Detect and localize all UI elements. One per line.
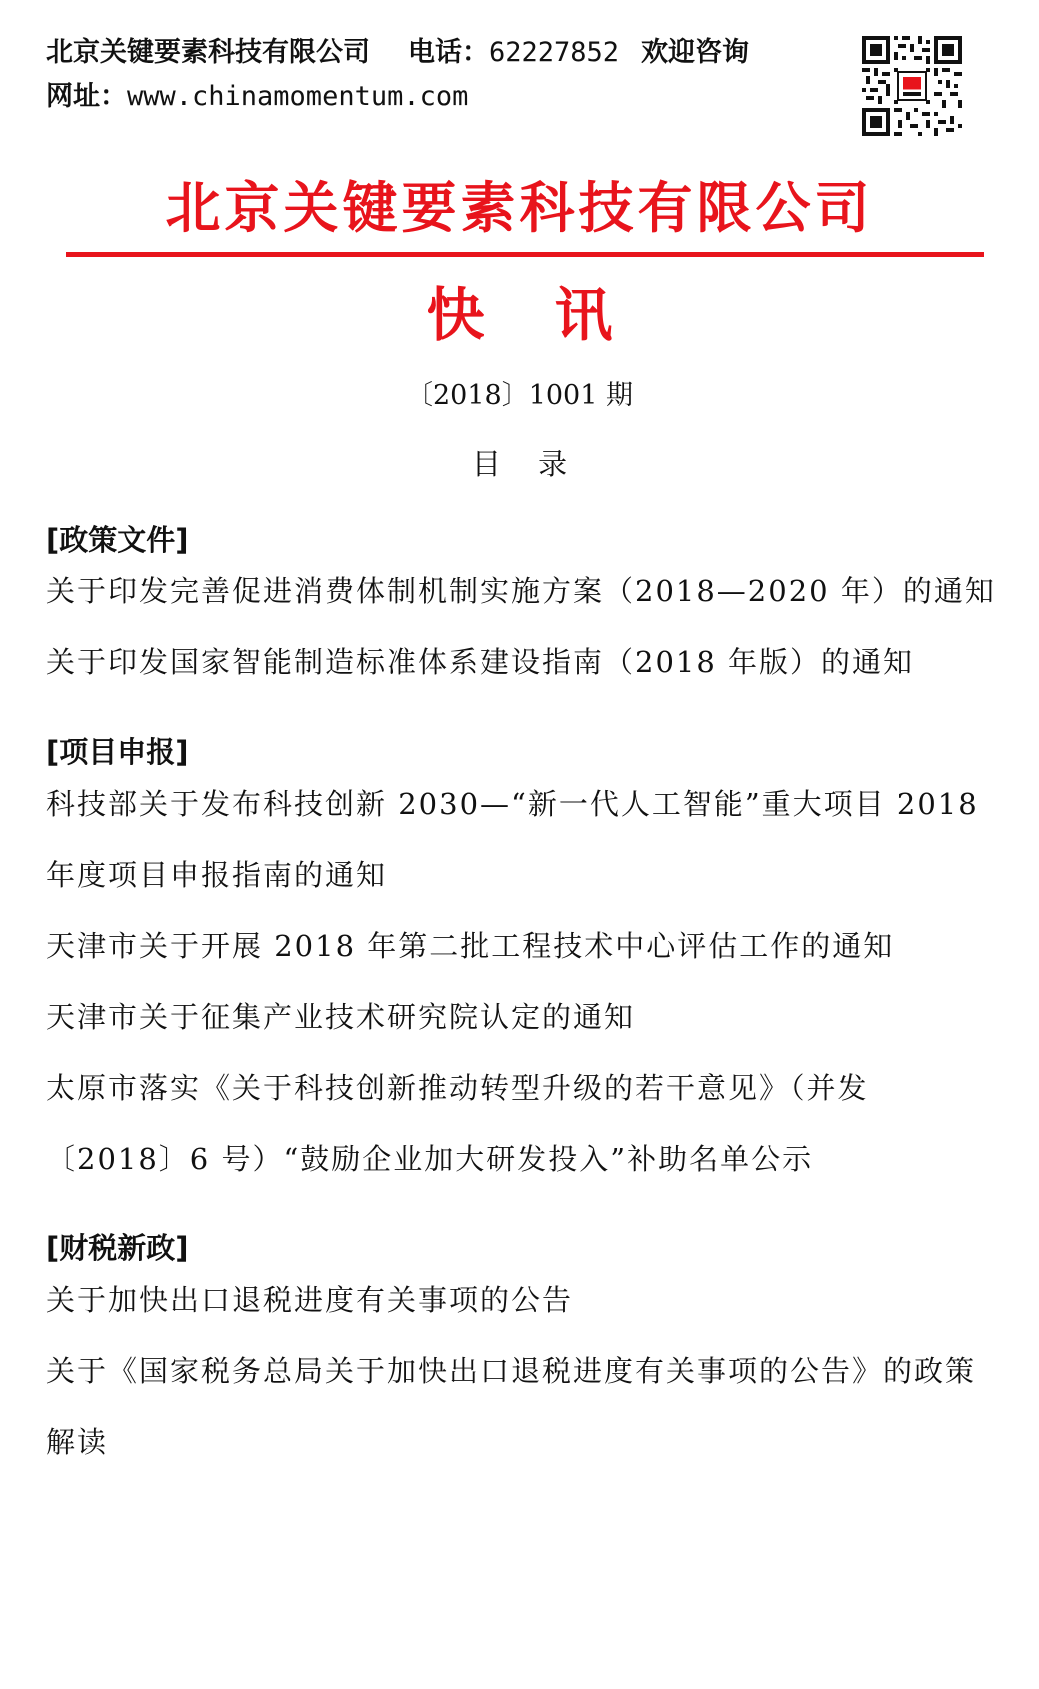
section-heading-tax: [财税新政]: [46, 1231, 189, 1265]
toc-item[interactable]: 天津市关于征集产业技术研究院认定的通知: [46, 1000, 636, 1034]
toc-item[interactable]: 太原市落实《关于科技创新推动转型升级的若干意见》（并发〔2018〕6 号）“鼓励企业加大研发投入”补助名单公示: [46, 1071, 869, 1176]
masthead-title-left: 快: [426, 281, 555, 349]
header-site-label: 网址：: [46, 81, 127, 112]
issue-number: 〔2018〕1001 期: [405, 380, 633, 411]
header-consult: 欢迎咨询: [641, 37, 750, 68]
masthead-title-right: 讯: [554, 281, 683, 349]
header-phone: 62227852: [489, 37, 620, 68]
toc-item[interactable]: 关于印发国家智能制造标准体系建设指南（2018 年版）的通知: [46, 645, 915, 679]
toc-item[interactable]: 关于《国家税务总局关于加快出口退税进度有关事项的公告》的政策解读: [46, 1354, 977, 1459]
qr-code-icon: [862, 36, 962, 136]
header-company: 北京关键要素科技有限公司: [46, 37, 370, 68]
header-site-link[interactable]: www.chinamomentum.com: [127, 81, 469, 112]
section-heading-policy: [政策文件]: [46, 523, 189, 557]
header-phone-label: 电话：: [408, 37, 489, 68]
header-site-line: [46, 74, 468, 113]
masthead-company: 北京关键要素科技有限公司: [165, 176, 874, 240]
toc-item[interactable]: 关于加快出口退税进度有关事项的公告: [46, 1283, 574, 1317]
toc-item[interactable]: 关于印发完善促进消费体制机制实施方案（2018—2020 年）的通知: [46, 574, 996, 608]
toc-item[interactable]: 天津市关于开展 2018 年第二批工程技术中心评估工作的通知: [46, 929, 895, 963]
toc-item[interactable]: 科技部关于发布科技创新 2030—“新一代人工智能”重大项目 2018 年度项目申报指南的通知: [46, 787, 979, 892]
header-contact-line: [46, 30, 749, 69]
section-heading-projects: [项目申报]: [46, 735, 189, 769]
masthead-title: [0, 268, 1039, 352]
red-divider: [66, 252, 984, 257]
toc-heading: 目 录: [471, 447, 582, 481]
